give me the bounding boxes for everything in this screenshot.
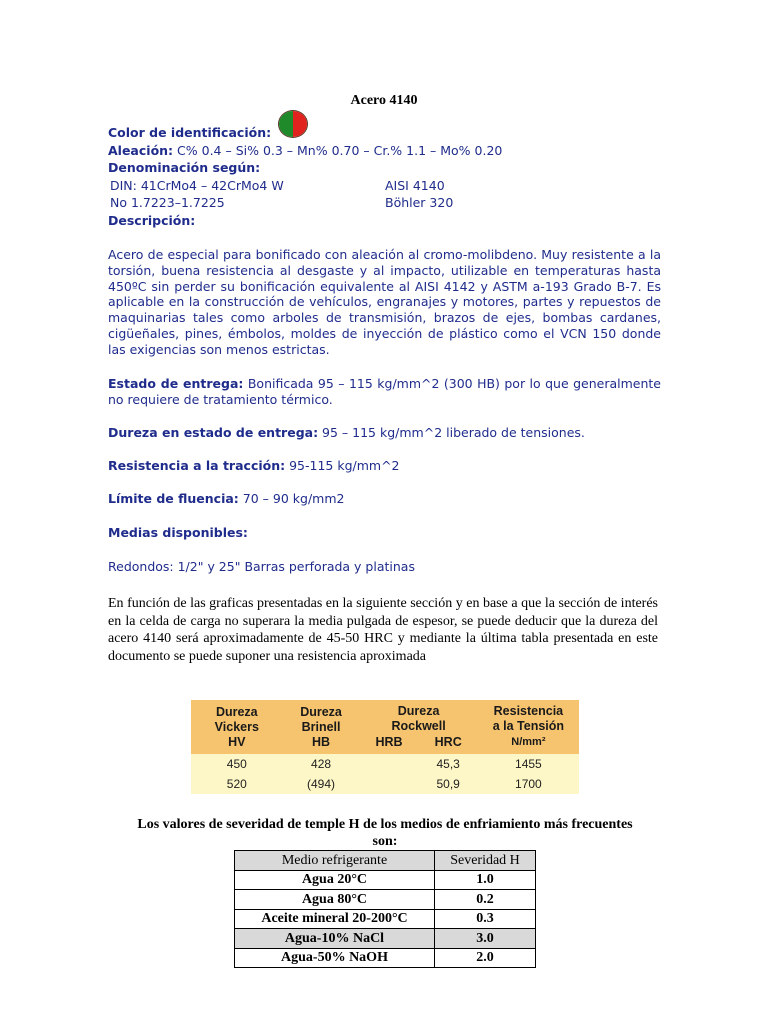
- resistencia-text: 95-115 kg/mm^2: [285, 458, 400, 473]
- bohler-value: Böhler 320: [385, 195, 454, 210]
- conclusion-paragraph: En función de las graficas presentadas en la siguiente sección y en base a que la sección de interés en la celda de carga no superara la media pulgada de espesor, se puede deducir que la dureza del acero 4140 será aproximadamente de 45-50 HRC y mediante la última tabla presentada en este documento se puede suponer una resistencia aproximada: [108, 596, 658, 664]
- hb-cell: (494): [283, 774, 360, 794]
- limite-text: 70 – 90 kg/mm2: [238, 491, 345, 506]
- limite-row: [108, 491, 344, 507]
- denominacion-label: Denominación según:: [108, 160, 261, 175]
- hv-cell: 520: [191, 774, 283, 794]
- table-row: [235, 929, 536, 949]
- header-vickers: Dureza Vickers HV: [191, 700, 283, 754]
- aleacion-row: [108, 143, 502, 159]
- hrb-cell: [359, 754, 418, 774]
- table-row: [235, 870, 536, 890]
- estado-text: Bonificada 95 – 115 kg/mm^2 (300 HB) por lo que generalmente no requiere de tratamiento térmico.: [108, 376, 661, 407]
- severity-title: [0, 816, 768, 850]
- resistencia-row: [108, 458, 400, 474]
- table-row: [235, 890, 536, 910]
- green-half: [279, 111, 293, 137]
- color-label: Color de identificación:: [108, 125, 272, 140]
- valor-cell: 3.0: [435, 929, 536, 949]
- no-value: No 1.7223–1.7225: [110, 195, 225, 210]
- hrb-cell: [359, 774, 418, 794]
- header-medio: Medio refrigerante: [235, 851, 435, 871]
- medio-cell: Aceite mineral 20-200°C: [235, 909, 435, 929]
- severity-table: [234, 850, 536, 968]
- header-hrc: HRC: [419, 735, 478, 754]
- descripcion-label: Descripción:: [108, 213, 196, 228]
- din-value: DIN: 41CrMo4 – 42CrMo4 W: [110, 178, 284, 193]
- identification-color-swatch: [279, 111, 307, 137]
- dureza-text: 95 – 115 kg/mm^2 liberado de tensiones.: [318, 425, 585, 440]
- estado-label: Estado de entrega:: [108, 376, 244, 391]
- denominacion-label-row: [108, 160, 260, 176]
- hrc-cell: 45,3: [419, 754, 478, 774]
- severity-title-text: Los valores de severidad de temple H de los medios de enfriamiento más frecuentes son:: [137, 817, 633, 849]
- color-row: [108, 125, 271, 141]
- medias-text: Redondos: 1/2" y 25" Barras perforada y platinas: [108, 559, 415, 574]
- table-row: [235, 909, 536, 929]
- medias-label: Medias disponibles:: [108, 525, 248, 540]
- header-tension: Resistencia a la Tensión N/mm²: [478, 700, 579, 754]
- aisi-value: AISI 4140: [385, 178, 445, 193]
- dureza-row: [108, 425, 585, 441]
- descripcion-label-row: [108, 213, 195, 229]
- medio-cell: Agua 80°C: [235, 890, 435, 910]
- table-row: [235, 948, 536, 968]
- estado-paragraph: [108, 376, 661, 408]
- document-title: Acero 4140: [350, 93, 418, 108]
- table-row: [191, 774, 579, 794]
- header-severidad: Severidad H: [435, 851, 536, 871]
- medias-label-row: [108, 525, 248, 541]
- limite-label: Límite de fluencia:: [108, 491, 239, 506]
- valor-cell: 2.0: [435, 948, 536, 968]
- red-half: [293, 111, 307, 137]
- valor-cell: 0.2: [435, 890, 536, 910]
- medio-cell: Agua 20°C: [235, 870, 435, 890]
- header-rockwell: Dureza Rockwell: [359, 700, 477, 735]
- medio-cell: Agua-50% NaOH: [235, 948, 435, 968]
- table-row: [191, 754, 579, 774]
- valor-cell: 0.3: [435, 909, 536, 929]
- aleacion-value: C% 0.4 – Si% 0.3 – Mn% 0.70 – Cr.% 1.1 – Mo% 0.20: [173, 143, 503, 158]
- rt-cell: 1700: [478, 774, 579, 794]
- dureza-label: Dureza en estado de entrega:: [108, 425, 319, 440]
- resistencia-label: Resistencia a la tracción:: [108, 458, 286, 473]
- rt-cell: 1455: [478, 754, 579, 774]
- header-brinell: Dureza Brinell HB: [283, 700, 360, 754]
- valor-cell: 1.0: [435, 870, 536, 890]
- hardness-table: [191, 700, 579, 794]
- medio-cell: Agua-10% NaCl: [235, 929, 435, 949]
- hb-cell: 428: [283, 754, 360, 774]
- header-hrb: HRB: [359, 735, 418, 754]
- hrc-cell: 50,9: [419, 774, 478, 794]
- aleacion-label: Aleación:: [108, 143, 174, 158]
- hv-cell: 450: [191, 754, 283, 774]
- descripcion-text: Acero de especial para bonificado con aleación al cromo-molibdeno. Muy resistente a la torsión, buena resistencia al desgaste y al impacto, utilizable en temperaturas hasta 450ºC sin perder su bonificación equivalente al AISI 4142 y ASTM a-193 Grado B-7. Es aplicable en la construcción de vehículos, engranajes y motores, partes y repuestos de maquinarias tales como arboles de transmisión, brazos de ejes, bombas cardanes, cigüeñales, pines, émbolos, moldes de inyección de plástico como el VCN 150 donde las exigencias son menos estrictas.: [108, 247, 661, 357]
